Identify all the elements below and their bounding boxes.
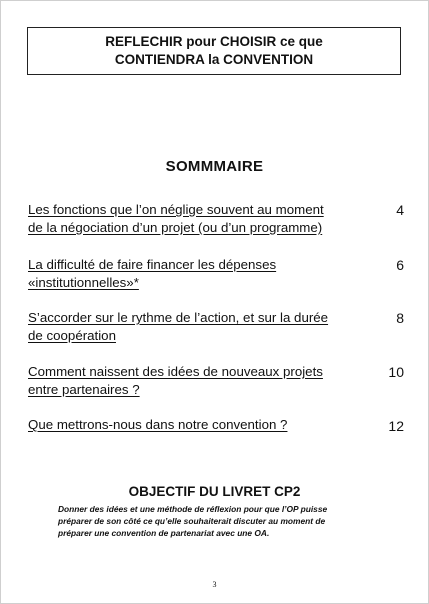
toc-link-4[interactable] bbox=[28, 363, 358, 399]
toc-link-5-line-1: Que mettrons-nous dans notre convention ? bbox=[28, 417, 288, 432]
toc-page-number-3: 8 bbox=[396, 310, 404, 326]
toc-page-number-4: 10 bbox=[388, 364, 404, 380]
toc-entry-4 bbox=[28, 363, 404, 399]
document-title-line-1: REFLECHIR pour CHOISIR ce que bbox=[105, 34, 323, 49]
toc-link-3-line-1: S’accorder sur le rythme de l’action, et sur la durée bbox=[28, 310, 329, 325]
toc-link-4-line-1: Comment naissent des idées de nouveaux projets bbox=[28, 364, 323, 379]
toc-entry-5 bbox=[28, 416, 404, 435]
toc-link-2-line-1: La difficulté de faire financer les dépenses bbox=[28, 257, 277, 272]
toc-page-number-2: 6 bbox=[396, 257, 404, 273]
objectif-line-1: Donner des idées et une méthode de réflexion pour que l’OP puisse bbox=[58, 504, 328, 514]
toc-page-number-1: 4 bbox=[396, 202, 404, 218]
toc-entry-1 bbox=[28, 201, 404, 237]
objectif-line-2: préparer de son côté ce qu’elle souhaiterait discuter au moment de bbox=[58, 516, 326, 526]
toc-link-1-line-2: de la négociation d’un projet (ou d’un programme) bbox=[28, 220, 323, 235]
objectif-heading: OBJECTIF DU LIVRET CP2 bbox=[128, 484, 301, 499]
toc-link-2-line-2: «institutionnelles»* bbox=[28, 275, 139, 290]
document-title-box bbox=[27, 27, 401, 75]
objectif-description bbox=[58, 503, 388, 539]
toc-link-2[interactable] bbox=[28, 256, 358, 292]
toc-link-1[interactable] bbox=[28, 201, 358, 237]
toc-link-3-line-2: de coopération bbox=[28, 328, 116, 343]
toc-link-1-line-1: Les fonctions que l’on néglige souvent au moment bbox=[28, 202, 324, 217]
document-title-line-2: CONTIENDRA la CONVENTION bbox=[114, 52, 314, 67]
toc-link-4-line-2: entre partenaires ? bbox=[28, 382, 140, 397]
toc-entry-3 bbox=[28, 309, 404, 345]
toc-entry-2 bbox=[28, 256, 404, 292]
page-number: 3 bbox=[212, 580, 217, 589]
toc-page-number-5: 12 bbox=[388, 418, 404, 434]
objectif-line-3: préparer une convention de partenariat avec une OA. bbox=[58, 528, 270, 538]
toc-link-3[interactable] bbox=[28, 309, 358, 345]
sommaire-heading: SOMMMAIRE bbox=[165, 158, 264, 175]
toc-link-5[interactable] bbox=[28, 416, 358, 434]
